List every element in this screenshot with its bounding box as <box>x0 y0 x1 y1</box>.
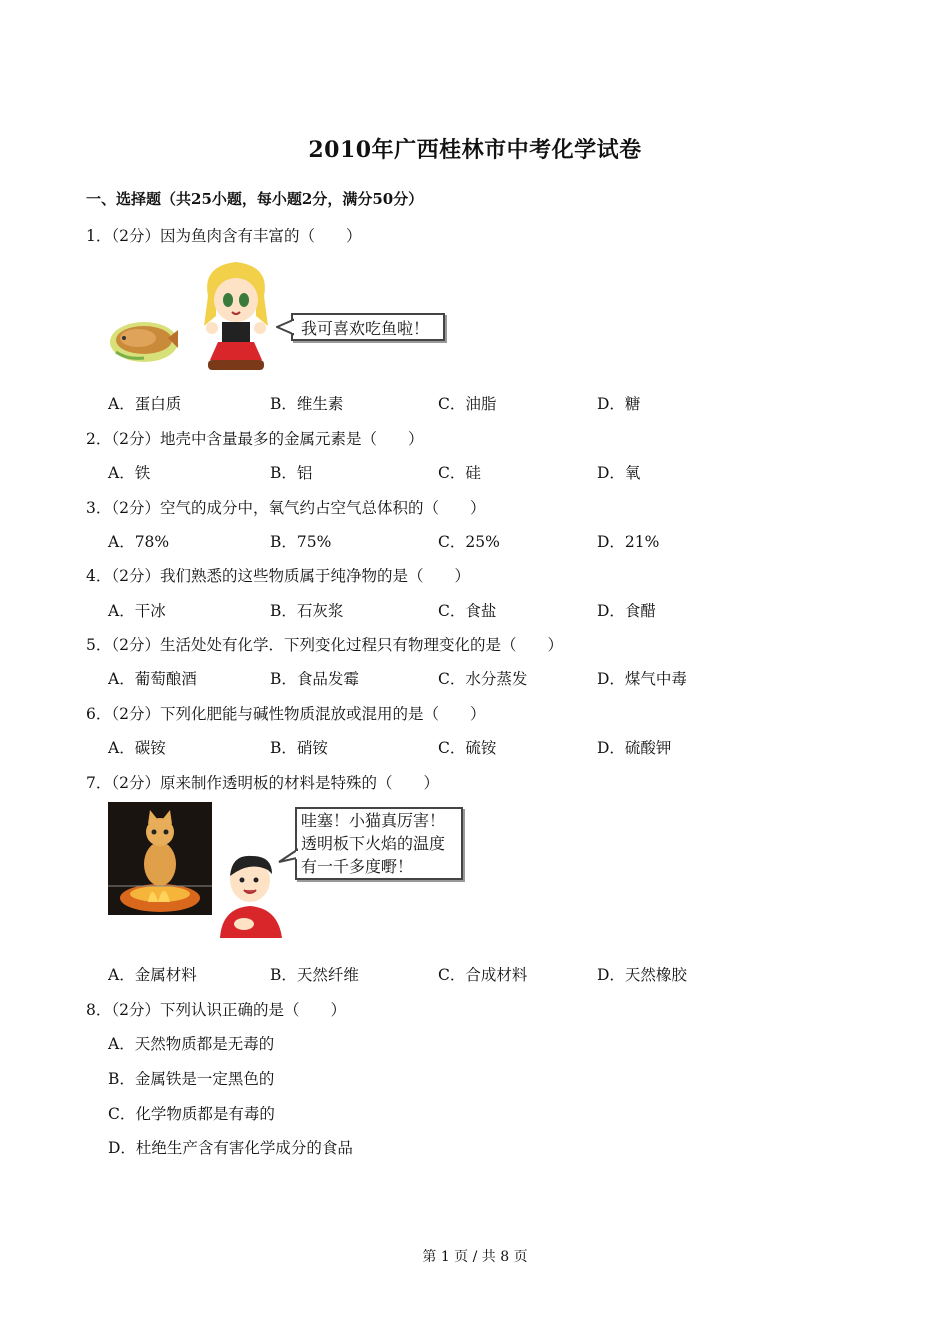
q1-option-c: C．油脂 <box>438 395 497 413</box>
question-2-stem: 2．（2分）地壳中含量最多的金属元素是（ ） <box>86 430 424 448</box>
speech-bubble-fish <box>291 313 445 341</box>
question-1-stem: 1．（2分）因为鱼肉含有丰富的（ ） <box>86 227 362 245</box>
q3-option-a: A．78% <box>108 533 170 551</box>
q5-option-d: D．煤气中毒 <box>597 670 687 688</box>
speech-bubble-cat <box>295 807 463 880</box>
question-3-stem: 3．（2分）空气的成分中，氧气约占空气总体积的（ ） <box>86 499 486 517</box>
q2-option-b: B．铝 <box>270 464 313 482</box>
q1-option-a: A．蛋白质 <box>108 395 182 413</box>
page-footer: 第 1 页 / 共 8 页 <box>422 1249 528 1265</box>
q2-option-c: C．硅 <box>438 464 481 482</box>
speech-line-2: 透明板下火焰的温度 <box>301 834 446 853</box>
bubble-tail-icon <box>278 848 298 866</box>
q7-option-b: B．天然纤维 <box>270 966 359 984</box>
question-7-stem: 7．（2分）原来制作透明板的材料是特殊的（ ） <box>86 774 439 792</box>
exam-title: 2010年广西桂林市中考化学试卷 <box>308 137 642 163</box>
q5-option-b: B．食品发霉 <box>270 670 359 688</box>
q1-option-d: D．糖 <box>597 395 641 413</box>
speech-line-3: 有一千多度嘢！ <box>301 857 414 876</box>
q6-option-a: A．碳铵 <box>108 739 166 757</box>
q2-option-a: A．铁 <box>108 464 151 482</box>
q4-option-d: D．食醋 <box>597 602 656 620</box>
bubble-tail-icon <box>276 318 294 336</box>
girl-cartoon-illustration <box>196 256 276 374</box>
q4-option-b: B．石灰浆 <box>270 602 344 620</box>
q8-option-c: C．化学物质都是有毒的 <box>108 1105 275 1123</box>
q3-option-d: D．21% <box>597 533 660 551</box>
q6-option-b: B．硝铵 <box>270 739 328 757</box>
speech-text: 我可喜欢吃鱼啦！ <box>301 319 430 338</box>
q8-option-a: A．天然物质都是无毒的 <box>108 1035 275 1053</box>
q4-option-c: C．食盐 <box>438 602 497 620</box>
q3-option-c: C．25% <box>438 533 500 551</box>
q5-option-a: A．葡萄酿酒 <box>108 670 197 688</box>
q1-option-b: B．维生素 <box>270 395 344 413</box>
q8-option-d: D．杜绝生产含有害化学成分的食品 <box>108 1139 353 1157</box>
q3-option-b: B．75% <box>270 533 332 551</box>
fish-plate-illustration <box>108 308 180 366</box>
question-8-stem: 8．（2分）下列认识正确的是（ ） <box>86 1001 346 1019</box>
question-5-stem: 5．（2分）生活处处有化学．下列变化过程只有物理变化的是（ ） <box>86 636 563 654</box>
q7-option-c: C．合成材料 <box>438 966 528 984</box>
q7-option-a: A．金属材料 <box>108 966 197 984</box>
q8-option-b: B．金属铁是一定黑色的 <box>108 1070 275 1088</box>
q6-option-c: C．硫铵 <box>438 739 497 757</box>
q6-option-d: D．硫酸钾 <box>597 739 672 757</box>
q2-option-d: D．氧 <box>597 464 641 482</box>
q7-option-d: D．天然橡胶 <box>597 966 687 984</box>
q4-option-a: A．干冰 <box>108 602 166 620</box>
speech-line-1: 哇塞！小猫真厉害！ <box>301 811 446 830</box>
section-heading: 一、选择题（共25小题，每小题2分，满分50分） <box>86 190 424 208</box>
question-4-stem: 4．（2分）我们熟悉的这些物质属于纯净物的是（ ） <box>86 567 470 585</box>
cat-on-flame-board-illustration <box>108 802 212 915</box>
q5-option-c: C．水分蒸发 <box>438 670 528 688</box>
question-6-stem: 6．（2分）下列化肥能与碱性物质混放或混用的是（ ） <box>86 705 486 723</box>
